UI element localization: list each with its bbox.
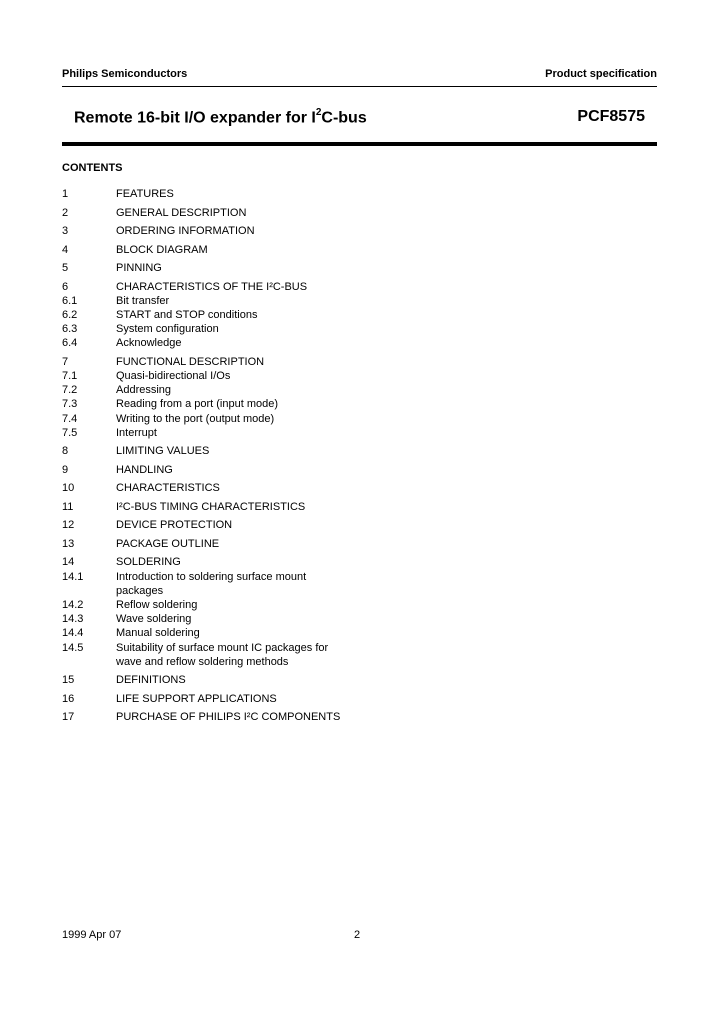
toc-entry-number: 14.2 — [62, 598, 84, 611]
toc-entry-number: 13 — [62, 537, 75, 550]
toc-entry — [62, 355, 422, 369]
toc-entry-title: LIFE SUPPORT APPLICATIONS — [116, 692, 277, 705]
toc-entry — [62, 598, 422, 612]
toc-entry-title: packages — [116, 584, 164, 597]
toc-entry-title: GENERAL DESCRIPTION — [116, 206, 247, 219]
header-company: Philips Semiconductors — [62, 68, 188, 80]
toc-entry-title: ORDERING INFORMATION — [116, 225, 255, 237]
toc-entry-title: PINNING — [116, 262, 162, 274]
toc-entry-number: 14.1 — [62, 570, 84, 583]
toc-entry — [62, 463, 422, 477]
toc-entry-title: Wave soldering — [116, 613, 192, 626]
toc-entry-number: 17 — [62, 711, 75, 724]
toc-entry-title: PACKAGE OUTLINE — [116, 537, 220, 550]
toc-entry-number: 12 — [62, 519, 75, 532]
toc-entry-title: Acknowledge — [116, 337, 182, 350]
toc-entry-number: 16 — [62, 692, 75, 705]
toc-entry-title: PURCHASE OF PHILIPS I²C COMPONENTS — [116, 711, 341, 724]
toc-entry-number: 7.2 — [62, 384, 78, 397]
toc-entry — [62, 206, 422, 220]
toc-entry-title: Reflow soldering — [116, 598, 198, 611]
toc-entry-number: 8 — [62, 445, 69, 458]
toc-entry-title: Manual soldering — [116, 627, 200, 640]
toc-entry — [62, 336, 422, 350]
toc-entry — [62, 655, 422, 669]
title-superscript: 2 — [315, 107, 322, 118]
header-doc-type: Product specification — [545, 68, 657, 80]
toc-entry — [62, 481, 422, 495]
toc-entry — [62, 570, 422, 584]
toc-entry — [62, 261, 422, 275]
title-rule — [62, 142, 657, 146]
toc-entry — [62, 673, 422, 687]
toc-entry-number: 3 — [62, 225, 69, 237]
toc-entry — [62, 626, 422, 640]
toc-entry — [62, 444, 422, 458]
toc-entry-number: 11 — [62, 500, 74, 513]
toc-entry-number: 9 — [62, 463, 69, 476]
toc-entry-number: 7.4 — [62, 412, 78, 425]
toc-entry-number: 5 — [62, 262, 69, 274]
toc-entry — [62, 280, 422, 294]
footer-date: 1999 Apr 07 — [62, 929, 122, 941]
toc-entry-number: 14.5 — [62, 641, 84, 654]
toc-entry-title: LIMITING VALUES — [116, 445, 210, 458]
toc-entry-title: SOLDERING — [116, 556, 181, 569]
toc-entry — [62, 397, 422, 411]
toc-entry-number: 7.1 — [62, 370, 78, 383]
toc-entry-title: FEATURES — [116, 188, 174, 200]
toc-entry-title: HANDLING — [116, 463, 173, 476]
toc-entry — [62, 383, 422, 397]
toc-entry-number: 6.2 — [62, 308, 78, 321]
toc-entry — [62, 412, 422, 426]
toc-entry — [62, 584, 422, 598]
toc-entry — [62, 294, 422, 308]
toc-entry-title: Writing to the port (output mode) — [116, 412, 275, 425]
toc-entry-number: 6.1 — [62, 294, 78, 307]
toc-entry-title: CHARACTERISTICS OF THE I²C-BUS — [116, 280, 308, 293]
toc-entry-title: System configuration — [116, 323, 219, 336]
toc-entry — [62, 555, 422, 569]
toc-entry-title: Introduction to soldering surface mount — [116, 570, 307, 583]
title-suffix: C-bus — [321, 109, 367, 127]
toc-entry — [62, 224, 422, 238]
toc-entry-title: Bit transfer — [116, 294, 170, 307]
toc-entry-title: DEFINITIONS — [116, 674, 186, 687]
toc-entry-number — [62, 584, 116, 598]
toc-entry — [62, 518, 422, 532]
toc-entry-number: 14.3 — [62, 613, 84, 626]
contents-heading: CONTENTS — [62, 162, 123, 174]
toc-entry — [62, 710, 422, 724]
table-of-contents — [62, 187, 422, 724]
toc-entry-number: 2 — [62, 206, 69, 219]
part-number: PCF8575 — [577, 108, 645, 125]
toc-entry-title: wave and reflow soldering methods — [116, 655, 289, 668]
toc-entry — [62, 537, 422, 551]
title-prefix: Remote 16-bit I/O expander for I — [74, 109, 316, 127]
toc-entry-number: 4 — [62, 243, 69, 256]
toc-entry-number: 10 — [62, 482, 75, 495]
toc-entry-title: START and STOP conditions — [116, 308, 258, 321]
toc-entry-title: CHARACTERISTICS — [116, 482, 220, 495]
toc-entry-number: 6.3 — [62, 323, 78, 336]
toc-entry — [62, 308, 422, 322]
toc-entry — [62, 500, 422, 514]
footer-page-number: 2 — [354, 929, 361, 941]
header-rule — [62, 86, 657, 87]
toc-entry-number: 6.4 — [62, 337, 78, 350]
toc-entry — [62, 243, 422, 257]
toc-entry-number: 7.3 — [62, 398, 78, 411]
toc-entry-number — [62, 655, 116, 669]
toc-entry-title: Interrupt — [116, 426, 157, 439]
toc-entry-title: Reading from a port (input mode) — [116, 398, 279, 411]
toc-entry-title: I²C-BUS TIMING CHARACTERISTICS — [116, 500, 306, 513]
toc-entry — [62, 322, 422, 336]
toc-entry — [62, 692, 422, 706]
toc-entry-title: Addressing — [116, 384, 172, 397]
toc-entry-title: DEVICE PROTECTION — [116, 519, 233, 532]
toc-entry — [62, 426, 422, 440]
toc-entry-number: 14.4 — [62, 627, 84, 640]
document-title — [74, 108, 367, 127]
toc-entry — [62, 641, 422, 655]
toc-entry — [62, 369, 422, 383]
toc-entry — [62, 187, 422, 201]
toc-entry-title: BLOCK DIAGRAM — [116, 243, 208, 256]
toc-entry-number: 14 — [62, 556, 75, 569]
toc-entry-title: Suitability of surface mount IC packages for — [116, 641, 329, 654]
toc-entry-number: 6 — [62, 280, 69, 293]
toc-entry-number: 15 — [62, 674, 75, 687]
toc-entry — [62, 612, 422, 626]
toc-entry-title: Quasi-bidirectional I/Os — [116, 370, 231, 383]
toc-entry-number: 1 — [62, 188, 69, 200]
toc-entry-number: 7.5 — [62, 426, 78, 439]
toc-entry-number: 7 — [62, 355, 69, 368]
toc-entry-title: FUNCTIONAL DESCRIPTION — [116, 355, 265, 368]
